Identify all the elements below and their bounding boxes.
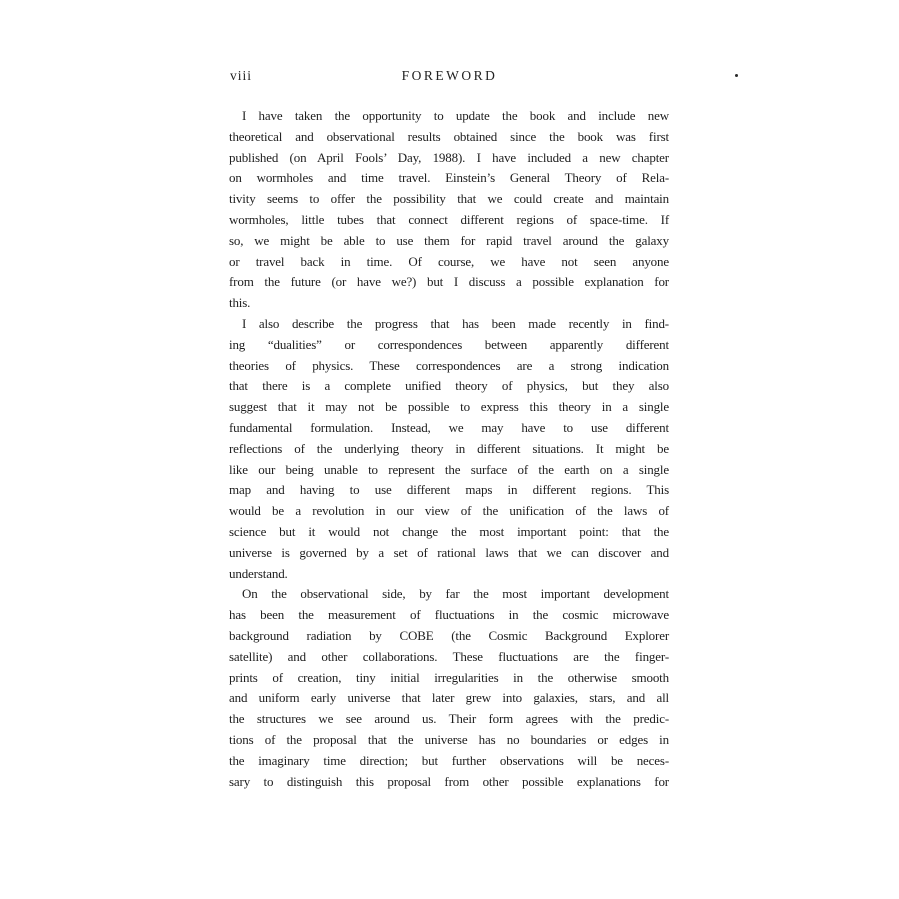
text-line: science but it would not change the most important point: that the — [229, 523, 669, 539]
text-line: reflections of the underlying theory in different situations. It might be — [229, 440, 669, 456]
text-line: tivity seems to offer the possibility that we could create and maintain — [229, 191, 669, 207]
text-line: from the future (or have we?) but I discuss a possible explanation for — [229, 274, 669, 290]
page-body — [229, 106, 669, 792]
text-line: so, we might be able to use them for rapid travel around the galaxy — [229, 232, 669, 248]
running-header — [0, 68, 899, 86]
text-line: like our being unable to represent the surface of the earth on a single — [229, 461, 669, 477]
text-line: ing “dualities” or correspondences between apparently different — [229, 336, 669, 352]
text-line: the structures we see around us. Their form agrees with the predic- — [229, 711, 669, 727]
text-line: the imaginary time direction; but further observations will be neces- — [229, 752, 669, 768]
text-line: universe is governed by a set of rational laws that we can discover and — [229, 544, 669, 560]
text-line: has been the measurement of fluctuations in the cosmic microwave — [229, 607, 669, 623]
text-line: and uniform early universe that later grew into galaxies, stars, and all — [229, 690, 669, 706]
text-line: this. — [229, 295, 251, 311]
text-line: I also describe the progress that has been made recently in find- — [242, 315, 669, 331]
text-line: suggest that it may not be possible to express this theory in a single — [229, 399, 669, 415]
paragraph — [229, 584, 669, 792]
text-line: map and having to use different maps in different regions. This — [229, 482, 669, 498]
page-number: viii — [230, 68, 253, 83]
text-line: theoretical and observational results obtained since the book was first — [229, 128, 669, 144]
stray-ink-dot — [735, 74, 738, 77]
text-line: tions of the proposal that the universe has no boundaries or edges in — [229, 731, 669, 747]
text-line: fundamental formulation. Instead, we may have to use different — [229, 419, 669, 435]
text-line: published (on April Fools’ Day, 1988). I have included a new chapter — [229, 149, 669, 165]
text-line: that there is a complete unified theory of physics, but they also — [229, 378, 669, 394]
text-line: wormholes, little tubes that connect different regions of space-time. If — [229, 211, 669, 227]
paragraph — [229, 314, 669, 584]
text-line: I have taken the opportunity to update the book and include new — [242, 108, 669, 123]
text-line: on wormholes and time travel. Einstein’s General Theory of Rela- — [229, 170, 669, 186]
text-line: understand. — [229, 565, 288, 581]
text-line: prints of creation, tiny initial irregularities in the otherwise smooth — [229, 669, 669, 685]
text-line: satellite) and other collaborations. These fluctuations are the finger- — [229, 648, 669, 664]
paragraph — [229, 106, 669, 314]
text-line: sary to distinguish this proposal from other possible explanations for — [229, 773, 669, 789]
text-line: or travel back in time. Of course, we have not seen anyone — [229, 253, 669, 269]
text-line: theories of physics. These correspondences are a strong indication — [229, 357, 669, 373]
running-head-title: FOREWORD — [401, 68, 498, 83]
text-line: On the observational side, by far the most important development — [242, 586, 669, 602]
text-line: would be a revolution in our view of the unification of the laws of — [229, 503, 669, 519]
text-line: background radiation by COBE (the Cosmic Background Explorer — [229, 627, 669, 643]
